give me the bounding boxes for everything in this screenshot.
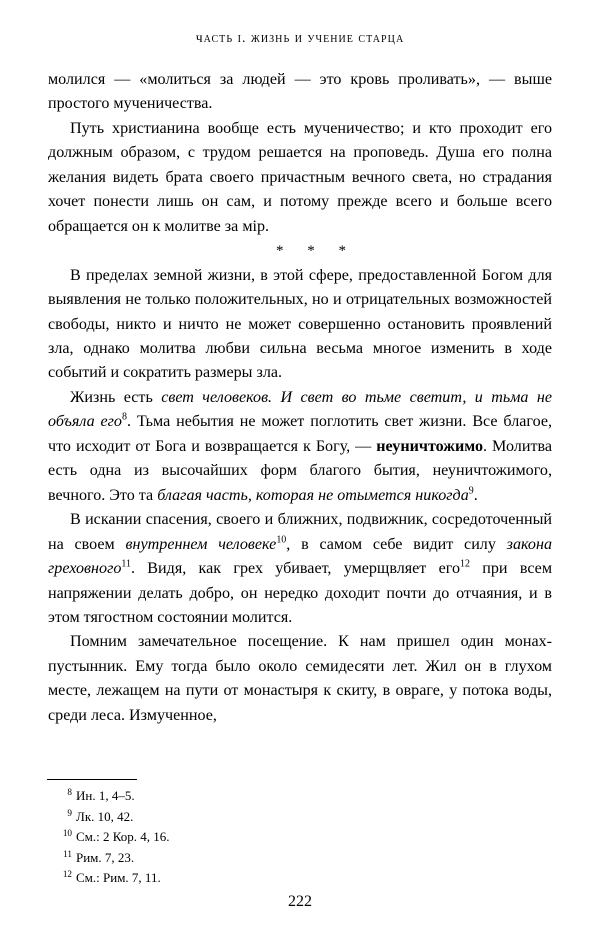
footnote-item [48, 827, 552, 848]
paragraph [48, 117, 552, 239]
footnote-text: См.: Рим. 7, 11. [76, 870, 161, 886]
scripture-quote: свет человеков. И свет во тьме светит, и тьма не объяла его [48, 388, 553, 431]
footnote-item [48, 868, 552, 889]
paragraph-text: при всем напряжении делать добро, он нередко доходит почти до отчаяния, и в этом тягостном состоянии молится. [48, 560, 552, 626]
paragraph-text: В пределах земной жизни, в этой сфере, предоставленной Богом для выявления не только положительных, но и отрицательных возможностей свободы, никто и ничто не может совершенно остановить проявлений зла, однако молитва любви сильна весьма многое изменить в ходе событий и сократить размеры зла. [48, 266, 552, 382]
scripture-quote: благая часть, которая не отымется никогда [157, 486, 469, 504]
paragraph-text: В искании спасения, своего и ближних, подвижник, сосредоточенный на своем [48, 511, 552, 553]
footnote-marker[interactable]: 8 [121, 411, 127, 423]
scripture-quote: закона греховного [48, 535, 552, 578]
paragraph-text: Помним замечательное посещение. К нам пришел один монах-пустынник. Ему тогда было около семидесяти лет. Жил он в глухом месте, лежащем на пути от монастыря к скиту, в овраге, у потока воды, среди леса. Измученное, [48, 633, 552, 724]
paragraph-text: . Видя, как грех убивает, умерщвляет его [131, 560, 461, 578]
body-text-block [48, 68, 552, 728]
footnote-marker[interactable]: 10 [276, 534, 287, 546]
paragraph-continuation [48, 68, 552, 117]
footnote-number: 8 [67, 787, 72, 797]
footnote-item [48, 786, 552, 807]
footnote-item [48, 807, 552, 828]
footnote-separator-rule [47, 779, 137, 780]
footnote-number: 10 [62, 828, 72, 839]
paragraph-text: Путь христианина вообще есть мученичество; и кто проходит его должным образом, с трудом решается на проповедь. Душа его полна желания видеть брата своего причастным вечного света, но страдания хочет понести лишь он сам, и потому прежде всего и больше всего обращается он к молитве за мір. [48, 119, 552, 235]
paragraph-text: молился — «молиться за людей — это кровь проливать», — выше простого мученичества. [48, 71, 552, 113]
footnote-marker[interactable]: 12 [460, 558, 470, 570]
footnote-marker[interactable]: 9 [468, 485, 474, 497]
paragraph-text: . [473, 486, 478, 504]
footnotes-block [48, 786, 552, 889]
scripture-quote: внутреннем человеке [125, 535, 277, 553]
footnote-number: 9 [67, 807, 72, 818]
footnote-number: 11 [63, 848, 72, 859]
paragraph-text: . Молитва есть одна из высочайших форм благого бытия, неуничтожимого, вечного. Это та [48, 437, 553, 504]
paragraph [48, 630, 552, 728]
footnote-number: 12 [62, 869, 72, 880]
paragraph-text: Жизнь есть [70, 388, 162, 406]
footnote-text: Рим. 7, 23. [76, 849, 135, 865]
paragraph-text: . Тьма небытия не может поглотить свет жизни. Все благое, что исходит от Бога и возвращается к Богу, — [48, 413, 552, 455]
paragraph [48, 386, 552, 508]
paragraph-text: , в самом себе видит силу [286, 535, 507, 553]
footnote-text: См.: 2 Кор. 4, 16. [76, 829, 170, 845]
running-head: часть i. жизнь и учение старца [195, 30, 405, 45]
page-number: 222 [288, 893, 312, 910]
footnote-text: Ин. 1, 4–5. [76, 788, 135, 803]
paragraph [48, 508, 552, 630]
paragraph [48, 264, 552, 386]
section-divider: * * * [276, 243, 356, 260]
footnote-item [48, 848, 552, 869]
footnote-text: Лк. 10, 42. [76, 808, 134, 824]
footnote-marker[interactable]: 11 [121, 558, 131, 570]
emphasis-bold: неуничтожимо [376, 437, 484, 455]
